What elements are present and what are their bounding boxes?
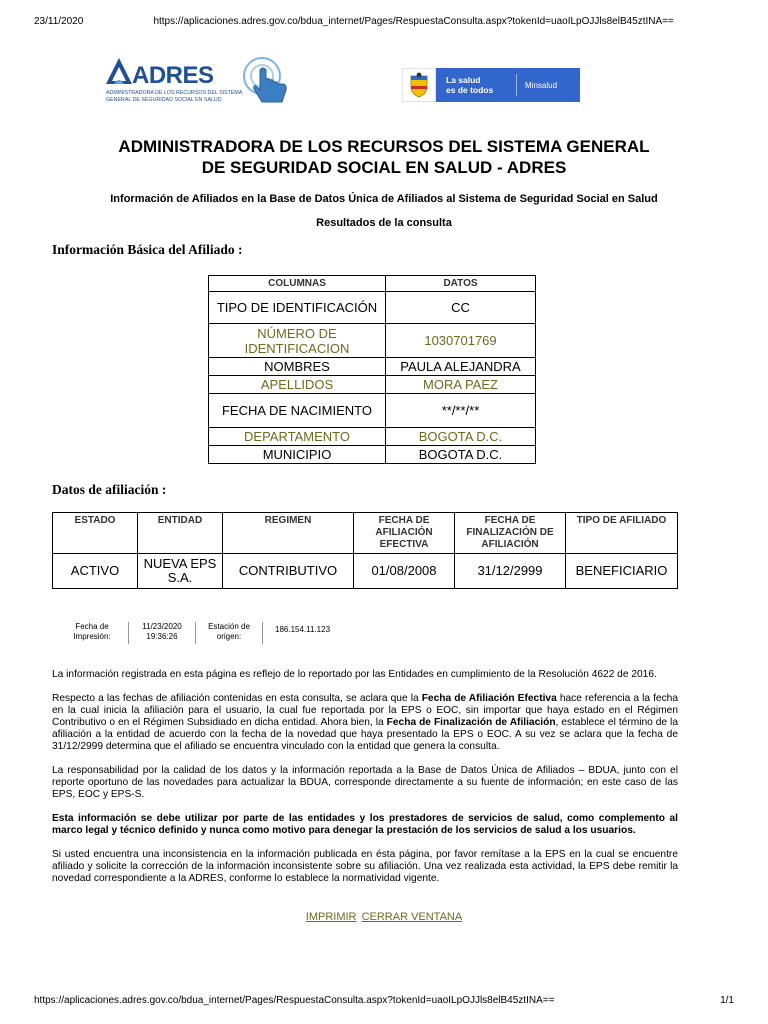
gov-slogan-line-2: es de todos [446, 85, 494, 95]
page-title-line-1: ADMINISTRADORA DE LOS RECURSOS DEL SISTEMA GENERAL [118, 137, 650, 156]
page-number: 1/1 [720, 995, 734, 1006]
table-row [209, 358, 536, 376]
results-title: Resultados de la consulta [316, 217, 452, 229]
cell-tipo-afiliado: BENEFICIARIO [566, 554, 678, 589]
column-header: FECHA DE AFILIACIÓN EFECTIVA [354, 513, 455, 554]
gov-banner [402, 68, 580, 102]
paragraph-text: Respecto a las fechas de afiliación contenidas en esta consulta, se aclara que la [52, 693, 422, 704]
print-date-value: 11/23/2020 19:36:26 [142, 622, 182, 641]
column-header: REGIMEN [223, 513, 354, 554]
row-label: TIPO DE IDENTIFICACIÓN [209, 292, 386, 324]
print-url: https://aplicaciones.adres.gov.co/bdua_internet/Pages/RespuestaConsulta.aspx?tokenId=uaoILpOJJls8elB45ztINA== [153, 16, 674, 27]
table-row [209, 428, 536, 446]
cell-entidad: NUEVA EPS S.A. [138, 554, 223, 589]
row-label: APELLIDOS [209, 376, 386, 394]
row-label: FECHA DE NACIMIENTO [209, 394, 386, 428]
cell-fecha-finalizacion: 31/12/2999 [455, 554, 566, 589]
cell-estado: ACTIVO [53, 554, 138, 589]
basic-info-table [208, 275, 536, 464]
table-row [209, 394, 536, 428]
column-header: ENTIDAD [138, 513, 223, 554]
adres-logo [104, 56, 243, 110]
row-value: PAULA ALEJANDRA [386, 358, 536, 376]
table-row [209, 292, 536, 324]
logo-bar [100, 54, 668, 114]
disclaimer-paragraph-5: Si usted encuentra una inconsistencia en la información publicada en ésta página, por favor remítase a la EPS en la cual se encuentre afiliado y solicite la corrección de la información inconsistente sobre su afiliación. Una vez realizada esta actividad, la EPS debe remitir la novedad correspondiente a la ADRES, conforme lo establece la normatividad vigente. [52, 849, 678, 884]
row-label: NOMBRES [209, 358, 386, 376]
page-title [40, 136, 728, 178]
table-row [209, 446, 536, 464]
origin-value: 186.154.11.123 [275, 625, 331, 634]
gov-ministry: Minsalud [525, 80, 558, 90]
adres-subtitle-line-2: GENERAL DE SEGURIDAD SOCIAL EN SALUD [106, 97, 222, 103]
affiliation-table [52, 512, 678, 589]
table-row [209, 376, 536, 394]
close-window-link[interactable]: CERRAR VENTANA [361, 911, 463, 923]
row-value: BOGOTA D.C. [386, 428, 536, 446]
row-label: DEPARTAMENTO [209, 428, 386, 446]
paragraph-emphasis: Fecha de Afiliación Efectiva [421, 693, 557, 704]
gov-divider [516, 74, 517, 96]
adres-triangle-icon [104, 56, 134, 88]
table-header-row [53, 513, 678, 554]
row-value: **/**/** [386, 394, 536, 428]
paragraph-text: hace referencia a la fecha en la cual inicia la afiliación para el usuario, la cual fue reportada por la EPS o EOC, sin importar que haya estado en el Régimen Contributivo o en el Régimen Subsidiado en dicha entidad. Ahora bien, la [52, 693, 678, 728]
gov-slogan [436, 75, 516, 95]
table-header-row [209, 276, 536, 292]
disclaimer-paragraph-4: Esta información se debe utilizar por parte de las entidades y los prestadores de servicios de salud, como complemento al marco legal y técnico definido y nunca como motivo para denegar la prestación de los servicios de salud a los usuarios. [52, 813, 678, 836]
page-title-line-2: DE SEGURIDAD SOCIAL EN SALUD - ADRES [201, 158, 567, 177]
basic-info-heading: Información Básica del Afiliado : [52, 242, 243, 257]
print-date-label: Fecha de Impresión: [73, 622, 111, 641]
column-header: COLUMNAS [209, 276, 386, 292]
paragraph-emphasis: Fecha de Finalización de Afiliación [386, 717, 556, 728]
table-row [53, 554, 678, 589]
adres-subtitle [106, 90, 243, 104]
gov-slogan-line-1: La salud [446, 75, 481, 85]
disclaimer-paragraph-1: La información registrada en esta página es reflejo de lo reportado por las Entidades en cumplimiento de la Resolución 4622 de 2016. [52, 669, 657, 680]
disclaimer-paragraph-2 [52, 693, 678, 753]
affiliation-heading: Datos de afiliación : [52, 482, 167, 497]
column-header: FECHA DE FINALIZACIÓN DE AFILIACIÓN [455, 513, 566, 554]
cell-fecha-afiliacion: 01/08/2008 [354, 554, 455, 589]
print-date: 23/11/2020 [34, 16, 84, 27]
print-header [34, 16, 734, 27]
paragraph-text: , establece el término de la afiliación a la entidad de acuerdo con la fecha de la novedad que haya presentado la EPS o EOC. A su vez se aclara que la fecha de 31/12/2999 determina que el afiliado se encuentra vinculado con la entidad que genera la consulta. [52, 717, 678, 752]
column-header: ESTADO [53, 513, 138, 554]
row-label: NÚMERO DE IDENTIFICACION [209, 324, 386, 358]
disclaimer-text [52, 669, 678, 897]
row-value: BOGOTA D.C. [386, 446, 536, 464]
column-header: DATOS [386, 276, 536, 292]
origin-label: Estación de origen: [208, 622, 250, 641]
column-header: TIPO DE AFILIADO [566, 513, 678, 554]
colombia-seal-icon [402, 68, 436, 102]
action-links [0, 911, 768, 923]
adres-name: ADRES [132, 62, 214, 89]
row-value: MORA PAEZ [386, 376, 536, 394]
page-subtitle: Información de Afiliados en la Base de Datos Única de Afiliados al Sistema de Seguridad Social en Salud [110, 193, 658, 205]
row-label: MUNICIPIO [209, 446, 386, 464]
print-footer [34, 995, 734, 1006]
footer-url: https://aplicaciones.adres.gov.co/bdua_internet/Pages/RespuestaConsulta.aspx?tokenId=uaoILpOJJls8elB45ztINA== [34, 995, 555, 1006]
touch-hand-icon [240, 56, 296, 108]
print-info [56, 622, 338, 644]
row-value: 1030701769 [386, 324, 536, 358]
print-link[interactable]: IMPRIMIR [305, 911, 357, 923]
table-row [209, 324, 536, 358]
adres-subtitle-line-1: ADMINISTRADORA DE LOS RECURSOS DEL SISTEMA [106, 90, 243, 96]
row-value: CC [386, 292, 536, 324]
disclaimer-paragraph-3: La responsabilidad por la calidad de los datos y la información reportada a la Base de Datos Única de Afiliados – BDUA, junto con el reporte oportuno de las novedades para actualizar la BDUA, corresponde directamente a su fuente de información; en este caso de las EPS, EOC y EPS-S. [52, 765, 678, 800]
cell-regimen: CONTRIBUTIVO [223, 554, 354, 589]
